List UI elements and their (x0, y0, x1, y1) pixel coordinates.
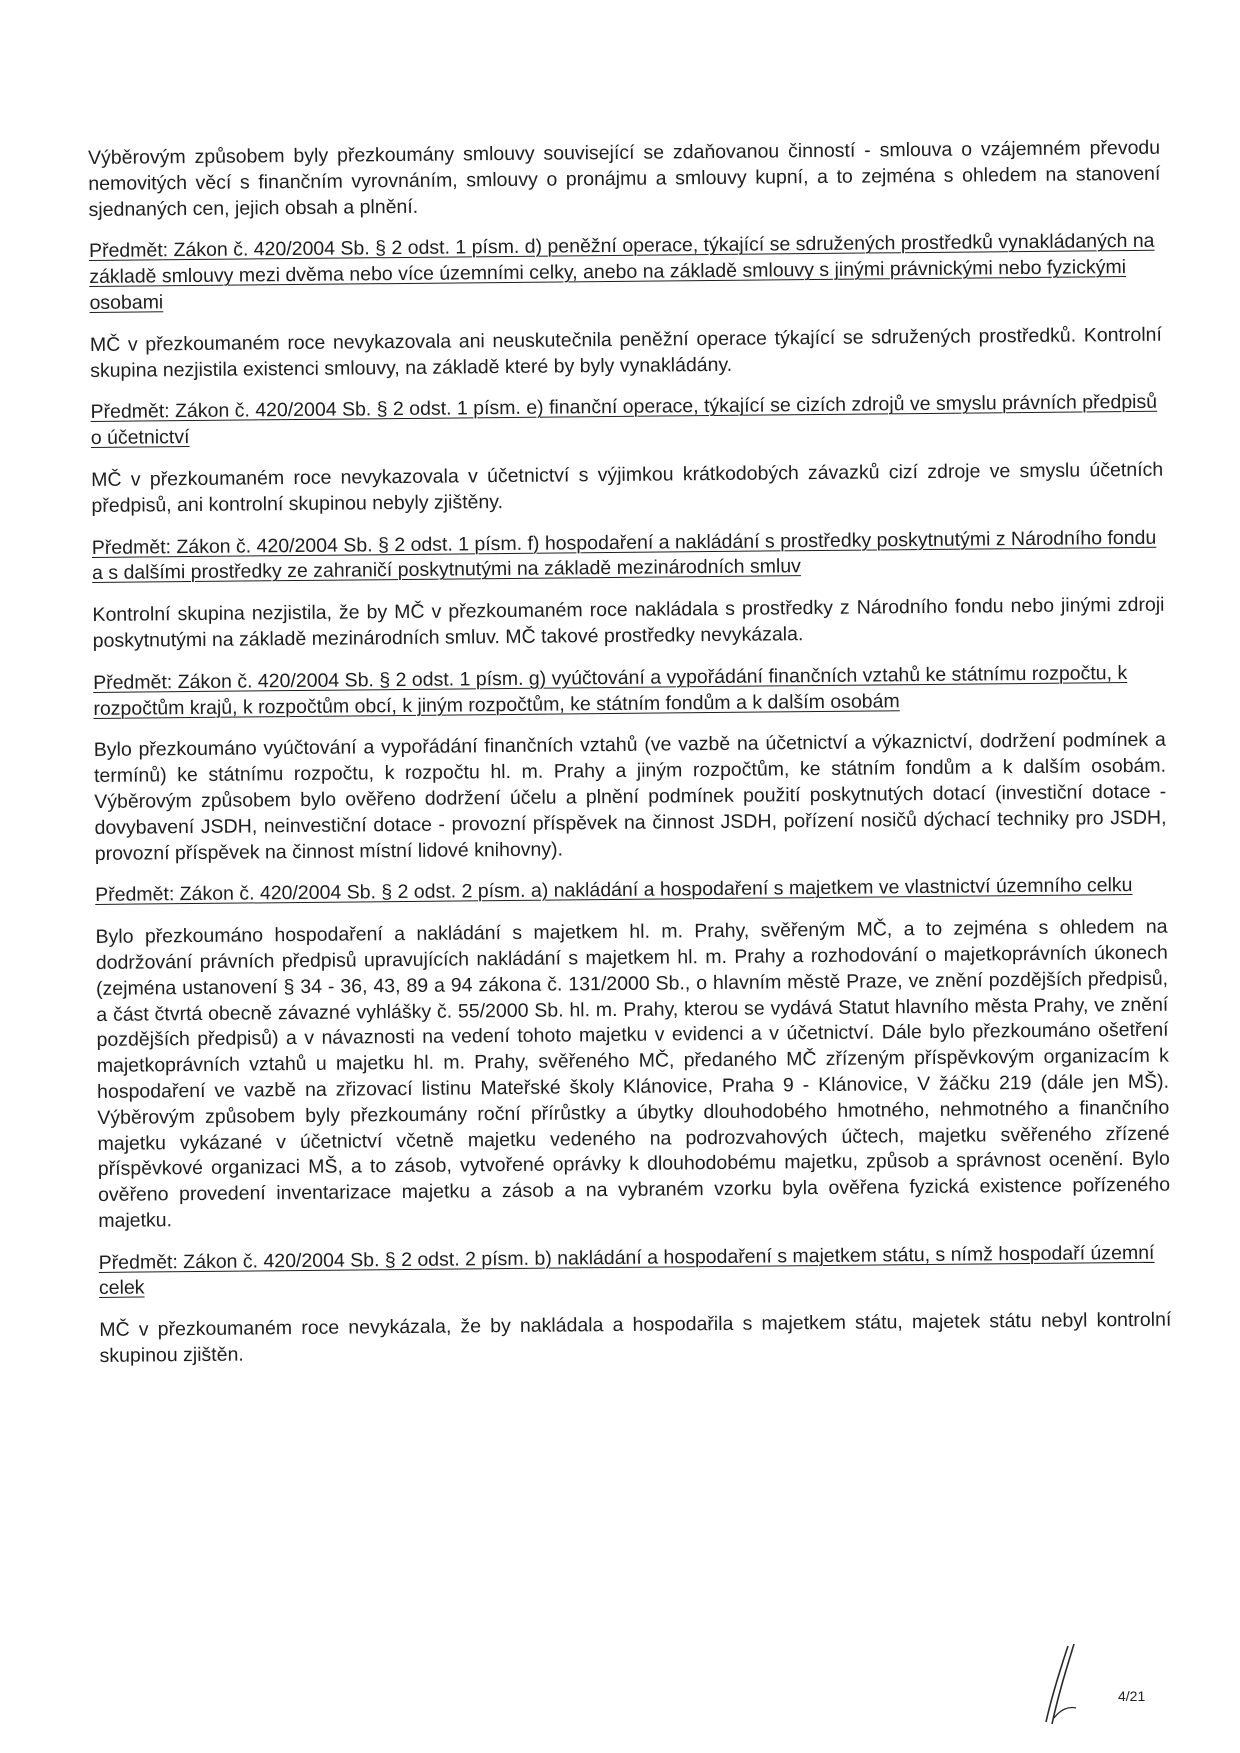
paragraph-joint-funds: MČ v přezkoumaném roce nevykazovala ani neuskutečnila peněžní operace týkající se sdružených prostředků. Kontrolní skupina nezjistila existenci smlouvy, na základě které by byly vynakládány. (89, 323, 1162, 382)
section-heading-2-1-d: Předmět: Zákon č. 420/2004 Sb. § 2 odst. 1 písm. d) peněžní operace, týkající se sdružených prostředků vynakládaných na základě smlouvy mezi dvěma nebo více územními celky, anebo na základě smlouvy s jinými právnickými nebo fyzickými osobami (88, 230, 1155, 314)
paragraph-foreign-sources: MČ v přezkoumaném roce nevykazovala v účetnictví s výjimkou krátkodobých závazků cizí zdroje ve smyslu účetních předpisů, ani kontrolní skupinou nebyly zjištěny. (91, 458, 1164, 517)
section-heading-2-1-e: Předmět: Zákon č. 420/2004 Sb. § 2 odst. 1 písm. e) finanční operace, týkající se cizích zdrojů ve smyslu právních předpisů o účetnictví (90, 391, 1158, 450)
page-number: 4/21 (1118, 1688, 1146, 1704)
paragraph-property-management: Bylo přezkoumáno hospodaření a nakládání s majetkem hl. m. Prahy, svěřeným MČ, a to zejména s ohledem na dodržování právních předpisů upravujících nakládání s majetkem hl. m. Prahy a rozhodování o majetkoprávních úkonech (zejména ustanovení § 34 - 36, 43, 89 a 94 zákona č. 131/2000 Sb., o hlavním městě Praze, ve znění pozdějších předpisů, a část čtvrtá obecně závazné vyhlášky č. 55/2000 Sb. hl. m. Prahy, kterou se vydává Statut hlavního města Prahy, ve znění pozdějších předpisů) a v návaznosti na vedení tohoto majetku v evidenci a v účetnictví. Dále bylo přezkoumáno ošetření majetkoprávních vztahů u majetku hl. m. Prahy, svěřeného MČ, předaného MČ zřízeným příspěvkovým organizacím k hospodaření ve vazbě na zřizovací listinu Mateřské školy Klánovice, Praha 9 - Klánovice, V žáčku 219 (dále jen MŠ). Výběrovým způsobem byly přezkoumány roční přírůstky a úbytky dlouhodobého hmotného, nehmotného a finančního majetku vykázané v účetnictví včetně majetku vedeného na podrozvahových účtech, majetku svěřeného zřízené příspěvkové organizaci MŠ, a to zásob, vytvořené oprávky k dlouhodobému majetku, způsob a správnost ocenění. Bylo ověřeno provedení inventarizace majetku a zásob a na vybraném vzorku byla ověřena fyzická existence pořízeného majetku. (95, 915, 1171, 1232)
section-heading-2-2-a: Předmět: Zákon č. 420/2004 Sb. § 2 odst. 2 písm. a) nakládání a hospodaření s majetkem ve vlastnictví územního celku (95, 874, 1133, 907)
document-body (88, 136, 1172, 1386)
paragraph-national-fund: Kontrolní skupina nezjistila, že by MČ v přezkoumaném roce nakládala s prostředky z Národního fondu nebo jinými zdroji poskytnutými na základě mezinárodních smluv. MČ takové prostředky nevykázala. (92, 593, 1165, 652)
paragraph-financial-settlement: Bylo přezkoumáno vyúčtování a vypořádání finančních vztahů (ve vazbě na účetnictví a výkaznictví, dodržení podmínek a termínů) ke státnímu rozpočtu, k rozpočtu hl. m. Prahy a jiným rozpočtům, ke státním fondům a k dalším osobám. Výběrovým způsobem bylo ověřeno dodržení účelu a plnění podmínek použití poskytnutých dotací (investiční dotace - dovybavení JSDH, neinvestiční dotace - provozní příspěvek na činnost JSDH, pořízení nosičů dýchací techniky pro JSDH, provozní příspěvek na činnost místní lidové knihovny). (93, 729, 1167, 865)
paragraph-state-property: MČ v přezkoumaném roce nevykázala, že by nakládala a hospodařila s majetkem státu, majetek státu nebyl kontrolní skupinou zjištěn. (99, 1308, 1172, 1368)
section-heading-2-2-b: Předmět: Zákon č. 420/2004 Sb. § 2 odst. 2 písm. b) nakládání a hospodaření s majetkem státu, s nímž hospodaří územní celek (98, 1241, 1155, 1300)
handwritten-signature (1030, 1640, 1090, 1730)
section-heading-2-1-f: Předmět: Zákon č. 420/2004 Sb. § 2 odst. 1 písm. f) hospodaření a nakládání s prostředky poskytnutými z Národního fondu a s dalšími prostředky ze zahraničí poskytnutými na základě mezinárodních smluv (91, 526, 1157, 585)
paragraph-tax-contracts: Výběrovým způsobem byly přezkoumány smlouvy související se zdaňovanou činností - smlouva o vzájemném převodu nemovitých věcí s finančním vyrovnáním, smlouvy o pronájmu a smlouvy kupní, a to zejména s ohledem na stanovení sjednaných cen, jejich obsah a plnění. (88, 136, 1161, 221)
section-heading-2-1-g: Předmět: Zákon č. 420/2004 Sb. § 2 odst. 1 písm. g) vyúčtování a vypořádání finančních vztahů ke státnímu rozpočtu, k rozpočtům krajů, k rozpočtům obcí, k jiným rozpočtům, ke státním fondům a k dalším osobám (93, 661, 1128, 720)
